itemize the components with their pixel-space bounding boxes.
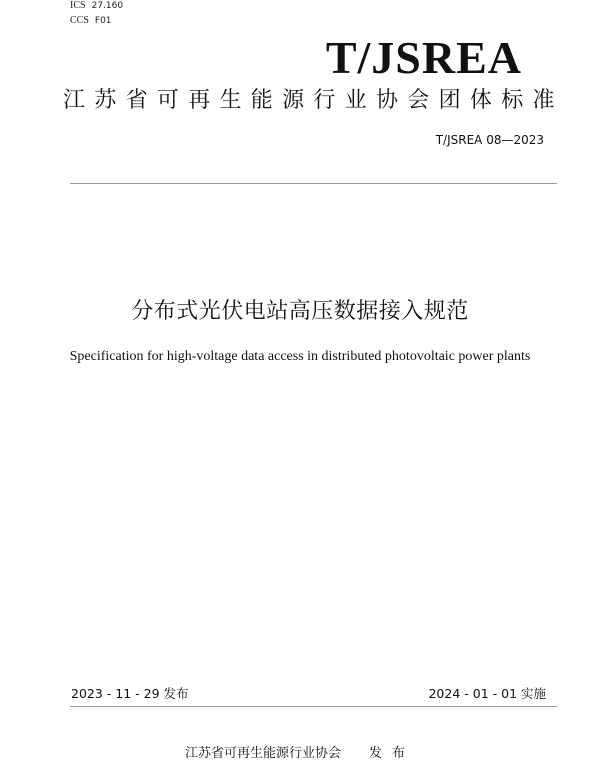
ccs-label: CCS <box>70 15 89 26</box>
standard-logo: T/JSREA <box>325 32 522 83</box>
document-title-chinese: 分布式光伏电站高压数据接入规范 <box>131 299 469 324</box>
ccs-classification <box>70 15 112 27</box>
implementation-date: 2024 - 01 - 01 实施 <box>428 686 546 701</box>
publish-date: 2023 - 11 - 29 发布 <box>71 686 189 701</box>
standard-number: T/JSREA 08—2023 <box>435 133 544 147</box>
ics-code: 27.160 <box>91 1 124 11</box>
issue-word: 发布 <box>369 746 416 761</box>
issuer-name: 江苏省可再生能源行业协会 <box>184 746 341 761</box>
document-title-english: Specification for high-voltage data access in distributed photovoltaic power plants <box>69 349 531 364</box>
ics-classification <box>70 0 123 12</box>
association-banner: 江苏省可再生能源行业协会团体标准 <box>63 88 564 113</box>
ics-label: ICS <box>70 0 86 11</box>
top-divider <box>70 183 557 184</box>
bottom-divider <box>70 706 557 707</box>
issuer-line <box>0 745 600 763</box>
ccs-code: F01 <box>94 16 112 26</box>
